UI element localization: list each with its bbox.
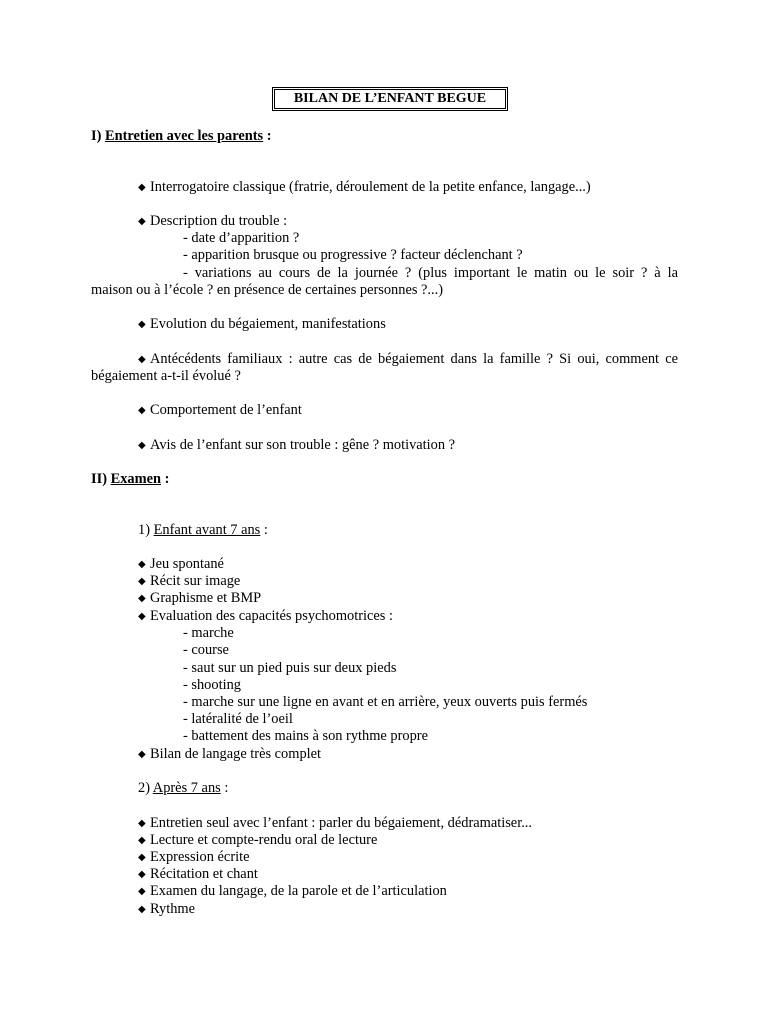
diamond-bullet-icon: ◆ bbox=[138, 576, 146, 587]
sub-item: - shooting bbox=[183, 677, 241, 693]
diamond-bullet-icon: ◆ bbox=[138, 852, 146, 863]
sub-item: - battement des mains à son rythme propre bbox=[183, 728, 428, 744]
section-2-title: Examen bbox=[110, 471, 161, 487]
section-2-heading bbox=[91, 471, 169, 488]
section-2-number: II) bbox=[91, 471, 111, 487]
list-item bbox=[138, 849, 250, 866]
section-1-title: Entretien avec les parents bbox=[105, 128, 264, 144]
item-text: Evaluation des capacités psychomotrices : bbox=[150, 608, 393, 624]
subsection-2-title: Après 7 ans bbox=[152, 780, 221, 796]
list-item bbox=[138, 213, 287, 230]
sub-item: - apparition brusque ou progressive ? facteur déclenchant ? bbox=[183, 247, 523, 263]
subsection-2-colon: : bbox=[220, 780, 229, 796]
diamond-bullet-icon: ◆ bbox=[138, 886, 146, 897]
item-text: Graphisme et BMP bbox=[150, 590, 262, 606]
list-item bbox=[138, 316, 386, 333]
diamond-bullet-icon: ◆ bbox=[138, 319, 146, 330]
item-text: Description du trouble : bbox=[150, 213, 288, 229]
diamond-bullet-icon: ◆ bbox=[138, 216, 146, 227]
item-text: Jeu spontané bbox=[150, 556, 224, 572]
item-text: Récitation et chant bbox=[150, 866, 258, 882]
item-text: Récit sur image bbox=[150, 573, 241, 589]
subsection-1-number: 1) bbox=[138, 522, 154, 538]
diamond-bullet-icon: ◆ bbox=[138, 593, 146, 604]
list-item bbox=[138, 402, 302, 419]
section-1-number: I) bbox=[91, 128, 105, 144]
list-item-continuation: bégaiement a-t-il évolué ? bbox=[91, 368, 241, 384]
document-title: BILAN DE L’ENFANT BEGUE bbox=[272, 87, 508, 111]
item-text: Bilan de langage très complet bbox=[150, 746, 322, 762]
list-item bbox=[138, 351, 678, 368]
list-item bbox=[138, 866, 258, 883]
item-text: Interrogatoire classique (fratrie, déroulement de la petite enfance, langage...) bbox=[150, 179, 591, 195]
subsection-1-colon: : bbox=[260, 522, 268, 538]
list-item bbox=[138, 573, 240, 590]
item-text: Evolution du bégaiement, manifestations bbox=[150, 316, 386, 332]
list-item bbox=[138, 608, 393, 625]
item-text: Lecture et compte-rendu oral de lecture bbox=[150, 832, 378, 848]
item-text: Expression écrite bbox=[150, 849, 250, 865]
list-item bbox=[138, 883, 447, 900]
sub-item: - date d’apparition ? bbox=[183, 230, 300, 246]
sub-item: - latéralité de l’oeil bbox=[183, 711, 293, 727]
list-item bbox=[138, 901, 195, 918]
diamond-bullet-icon: ◆ bbox=[138, 749, 146, 760]
subsection-1-title: Enfant avant 7 ans bbox=[153, 522, 261, 538]
sub-item-continuation: maison ou à l’école ? en présence de certaines personnes ?...) bbox=[91, 282, 444, 298]
diamond-bullet-icon: ◆ bbox=[138, 182, 146, 193]
diamond-bullet-icon: ◆ bbox=[138, 440, 146, 451]
sub-item: - marche sur une ligne en avant et en arrière, yeux ouverts puis fermés bbox=[183, 694, 588, 710]
list-item bbox=[138, 832, 377, 849]
diamond-bullet-icon: ◆ bbox=[138, 869, 146, 880]
section-1-colon: : bbox=[263, 128, 272, 144]
sub-item: - marche bbox=[183, 625, 234, 641]
subsection-2-number: 2) bbox=[138, 780, 153, 796]
list-item bbox=[138, 590, 261, 607]
diamond-bullet-icon: ◆ bbox=[138, 405, 146, 416]
item-text: Rythme bbox=[150, 901, 195, 917]
diamond-bullet-icon: ◆ bbox=[138, 354, 146, 365]
subsection-2-heading bbox=[138, 780, 228, 797]
list-item bbox=[138, 556, 224, 573]
sub-item: - course bbox=[183, 642, 229, 658]
list-item bbox=[138, 179, 591, 196]
item-text: Avis de l’enfant sur son trouble : gêne ? motivation ? bbox=[150, 437, 456, 453]
diamond-bullet-icon: ◆ bbox=[138, 904, 146, 915]
list-item bbox=[138, 815, 532, 832]
subsection-1-heading bbox=[138, 522, 268, 539]
item-text: Comportement de l’enfant bbox=[150, 402, 302, 418]
list-item bbox=[138, 437, 455, 454]
sub-item: - saut sur un pied puis sur deux pieds bbox=[183, 660, 397, 676]
diamond-bullet-icon: ◆ bbox=[138, 611, 146, 622]
sub-item: - variations au cours de la journée ? (plus important le matin ou le soir ? à la bbox=[183, 265, 678, 281]
diamond-bullet-icon: ◆ bbox=[138, 818, 146, 829]
item-text: Entretien seul avec l’enfant : parler du bégaiement, dédramatiser... bbox=[150, 815, 532, 831]
section-2-colon: : bbox=[160, 471, 170, 487]
item-text: Examen du langage, de la parole et de l’articulation bbox=[150, 883, 447, 899]
section-1-heading bbox=[91, 128, 272, 145]
diamond-bullet-icon: ◆ bbox=[138, 835, 146, 846]
diamond-bullet-icon: ◆ bbox=[138, 559, 146, 570]
item-text: Antécédents familiaux : autre cas de bégaiement dans la famille ? Si oui, comment ce bbox=[150, 351, 678, 367]
list-item bbox=[138, 746, 321, 763]
